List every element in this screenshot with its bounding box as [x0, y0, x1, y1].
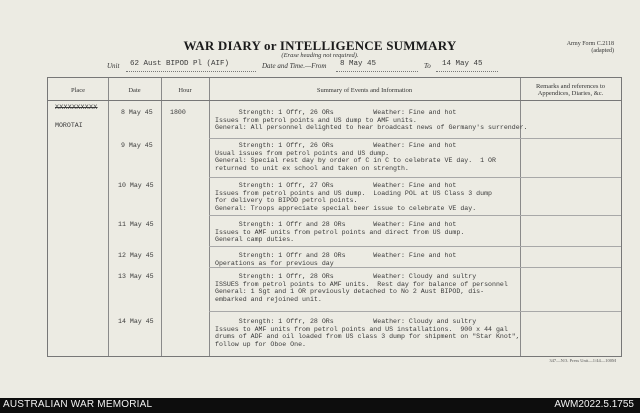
entry-date: 13 May 45 [118, 273, 154, 280]
row-divider [209, 138, 621, 139]
date-to-value: 14 May 45 [442, 60, 483, 68]
page-title: WAR DIARY or INTELLIGENCE SUMMARY [183, 38, 457, 53]
unit-value: 62 Aust BIPOD Pl (AIF) [130, 60, 230, 68]
place-text: MOROTAI [55, 122, 83, 129]
form-reference-note: (adapted) [591, 48, 614, 54]
entry-date: 12 May 45 [118, 252, 154, 259]
entry-summary: Strength: 1 Offr, 26 ORs Weather: Fine and hot Issues from petrol points and US dump to AMF units. General: All personnel delighted to hear broadcast news of Germany's surrender. [215, 109, 528, 132]
column-divider [161, 78, 162, 356]
row-divider [209, 246, 621, 247]
date-range-label: Date and Time.—From [262, 62, 327, 70]
entry-summary: Strength: 1 Offr, 27 ORs Weather: Fine and hot Issues from petrol points and US dump. Loading POL at US Class 3 dump for delivery to BIPOD petrol points. General: Troops appreciate special beer issue to celebrate VE day. [215, 182, 492, 212]
entry-date: 8 May 45 [121, 109, 153, 116]
date-to-underline [436, 71, 498, 72]
form-reference [567, 41, 614, 55]
entry-hour: 1800 [170, 109, 186, 116]
entry-summary: Strength: 1 Offr, 26 ORs Weather: Fine and hot Usual issues from petrol points and US dump. General: Special rest day by order of C in C to celebrate VE day. 1 OR returned to unit ex school and taken on strength. [215, 142, 496, 172]
header-divider [48, 100, 621, 101]
date-from-underline [336, 71, 418, 72]
column-header-date: Date [128, 86, 141, 94]
column-header-summary: Summary of Events and Information [316, 86, 413, 94]
place-struck-text: XXXXXXXXXX [55, 104, 98, 111]
entry-summary: Strength: 1 Offr and 28 ORs Weather: Fine and hot Issues to AMF units from petrol points and direct from US dump. General camp duties. [215, 221, 465, 244]
print-footer: 347—N/3. Press Unit—1/44—100M [549, 358, 616, 363]
archive-reference: AWM2022.5.1755 [554, 399, 634, 410]
row-divider [209, 177, 621, 178]
unit-underline [126, 71, 256, 72]
diary-table [47, 77, 622, 357]
archive-footer [0, 398, 640, 413]
date-from-value: 8 May 45 [340, 60, 377, 68]
form-reference-number: Army Form C.2118 [566, 41, 614, 47]
row-divider [209, 311, 621, 312]
page-subtitle: (Erase heading not required). [281, 52, 359, 59]
date-to-label: To [424, 62, 431, 70]
entry-date: 11 May 45 [118, 221, 154, 228]
entry-date: 14 May 45 [118, 318, 154, 325]
entry-summary: Strength: 1 Offr and 28 ORs Weather: Fine and hot Operations as for previous day [215, 252, 457, 267]
column-header-hour: Hour [178, 86, 192, 94]
archive-name: AUSTRALIAN WAR MEMORIAL [3, 399, 153, 410]
unit-label: Unit [107, 62, 120, 70]
column-divider [108, 78, 109, 356]
entry-date: 9 May 45 [121, 142, 153, 149]
column-header-place: Place [70, 86, 86, 94]
row-divider [209, 215, 621, 216]
entry-date: 10 May 45 [118, 182, 154, 189]
column-divider [209, 78, 210, 356]
entry-summary: Strength: 1 Offr, 28 ORs Weather: Cloudy and sultry Issues to AMF units from petrol points and US installations. 900 x 44 gal drums of ADF and oil loaded from US class 3 dump for shipment on "Star Knot", follow up for Oboe One. [215, 318, 520, 348]
entry-summary: Strength: 1 Offr, 28 ORs Weather: Cloudy and sultry ISSUES from petrol points to AMF units. Rest day for balance of personnel General: 1 Sgt and 1 OR previously detached to No 2 Aust BIPOD, dis- embarked and rejoined unit. [215, 273, 508, 303]
column-header-remarks: Remarks and references to Appendices, Diaries, &c. [535, 83, 606, 97]
